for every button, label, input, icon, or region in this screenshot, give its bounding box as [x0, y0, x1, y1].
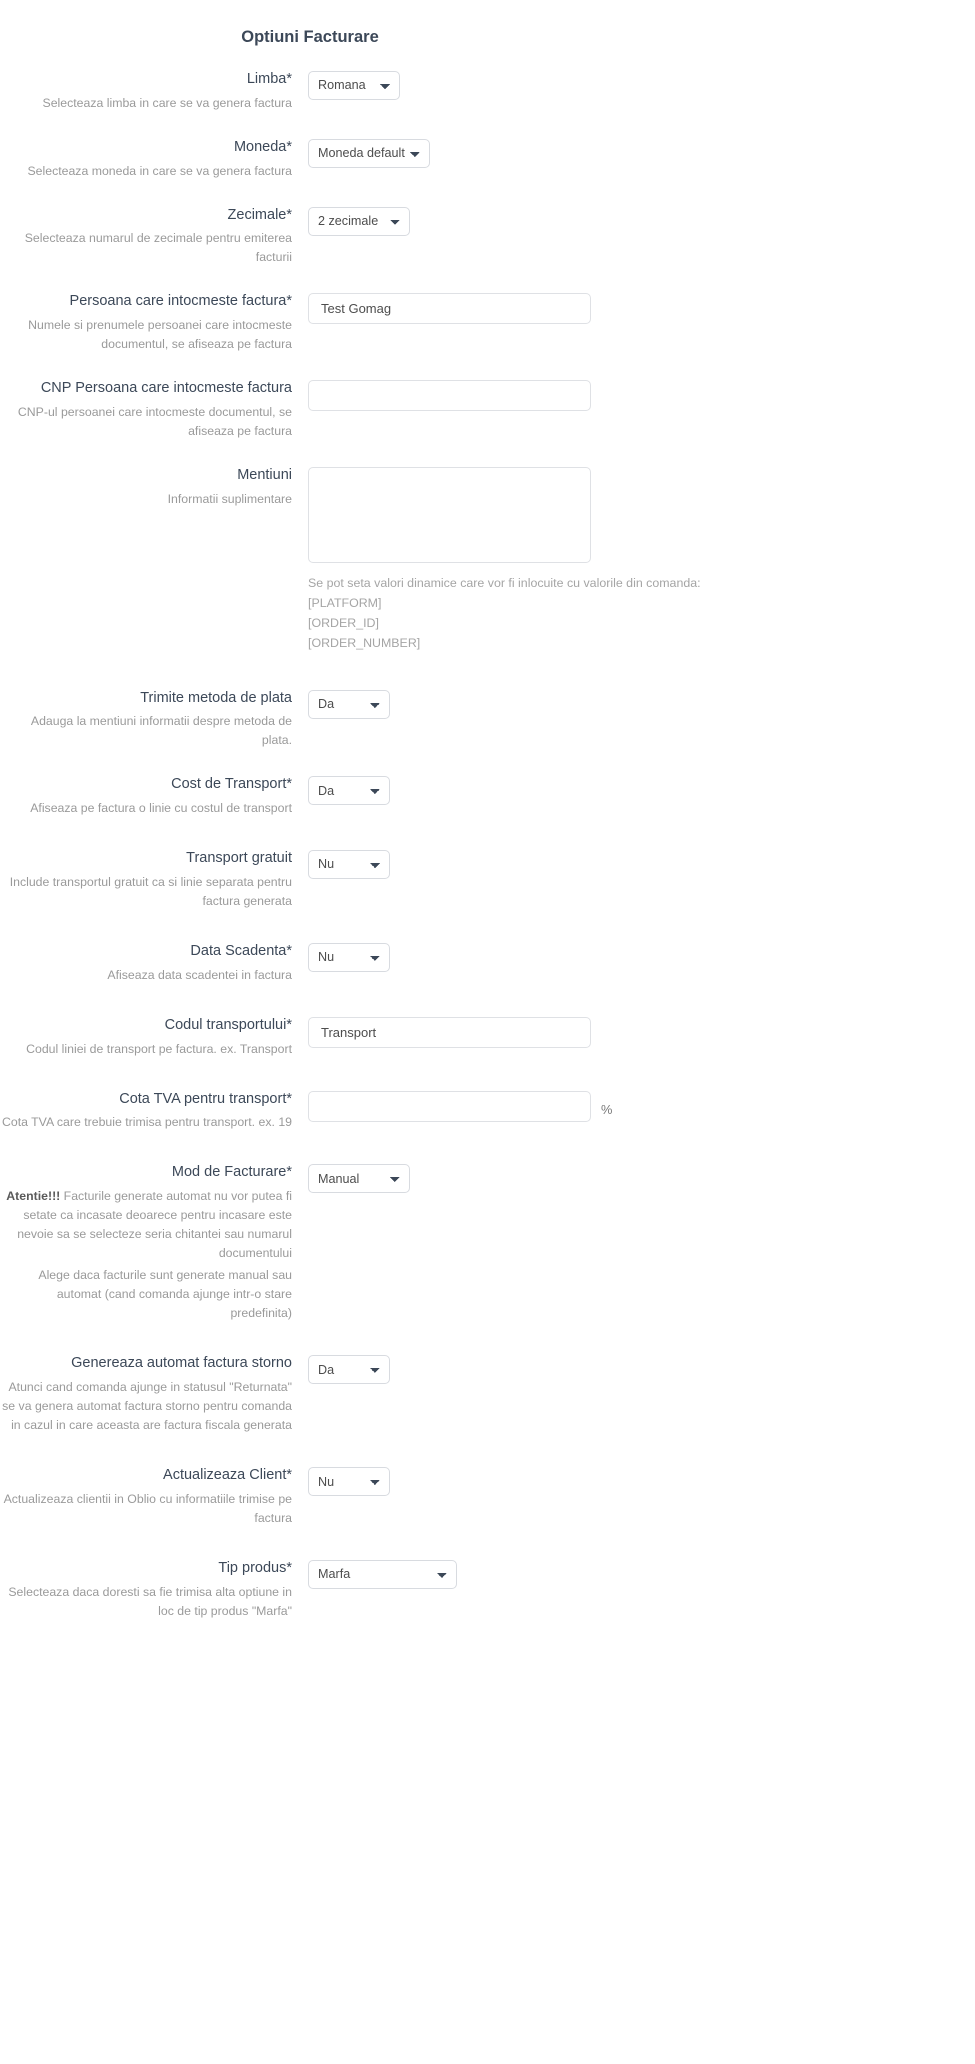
- zecimale-select[interactable]: [308, 207, 410, 236]
- field-hint: Codul liniei de transport pe factura. ex. Transport: [26, 1041, 292, 1056]
- field-hint: Atunci cand comanda ajunge in statusul "Returnata" se va genera automat factura storno pentru comanda in cazul in care aceasta are factura fiscala generata: [2, 1380, 292, 1433]
- field-column: [308, 774, 975, 805]
- dynamic-note-line: [ORDER_NUMBER]: [308, 636, 421, 651]
- label-column: [0, 378, 308, 441]
- label-column: [0, 688, 308, 751]
- form-row-moneda: [0, 137, 975, 181]
- field-label: Actualizeaza Client*: [163, 1467, 292, 1484]
- field-column: [308, 1558, 975, 1589]
- form-row-trimite-metoda-plata: [0, 688, 975, 751]
- field-hint: Selecteaza daca doresti sa fie trimisa alta optiune in loc de tip produs "Marfa": [8, 1584, 292, 1618]
- field-column: [308, 1353, 975, 1384]
- field-hint-secondary: Alege daca facturile sunt generate manual sau automat (cand comanda ajunge intr-o stare predefinita): [38, 1268, 292, 1321]
- form-row-mentiuni: [0, 465, 975, 653]
- form-row-actualizeaza-client: [0, 1465, 975, 1528]
- field-label: Cost de Transport*: [171, 776, 292, 793]
- persoana-input[interactable]: [308, 293, 591, 324]
- label-column: [0, 291, 308, 354]
- label-column: [0, 1162, 308, 1323]
- actualizeaza-client-select[interactable]: [308, 1467, 390, 1496]
- field-hint: Cota TVA care trebuie trimisa pentru transport. ex. 19: [1, 1115, 292, 1130]
- form-row-zecimale: [0, 205, 975, 268]
- factura-storno-select[interactable]: [308, 1355, 390, 1384]
- mod-facturare-select[interactable]: [308, 1164, 410, 1193]
- field-column: [308, 941, 975, 972]
- form-row-data-scadenta: [0, 941, 975, 985]
- field-label: Mentiuni: [237, 467, 292, 484]
- dynamic-note-line: [ORDER_ID]: [308, 616, 379, 631]
- label-column: [0, 848, 308, 911]
- settings-form: [0, 47, 975, 1621]
- dynamic-note-line: Se pot seta valori dinamice care vor fi inlocuite cu valorile din comanda:: [308, 576, 701, 591]
- form-row-cod-transport: [0, 1015, 975, 1059]
- cost-transport-select[interactable]: [308, 776, 390, 805]
- field-column: [308, 465, 975, 653]
- label-column: [0, 205, 308, 268]
- field-label: Genereaza automat factura storno: [71, 1355, 292, 1372]
- field-hint: Informatii suplimentare: [167, 491, 292, 506]
- field-hint: Afiseaza data scadentei in factura: [107, 967, 292, 982]
- form-row-mod-facturare: [0, 1162, 975, 1323]
- field-hint: Include transportul gratuit ca si linie separata pentru factura generata: [9, 874, 292, 908]
- field-hint: Actualizeaza clientii in Oblio cu informatiile trimise pe factura: [3, 1492, 292, 1526]
- page-title: Optiuni Facturare: [241, 28, 379, 46]
- form-row-cnp: [0, 378, 975, 441]
- field-hint: Selecteaza moneda in care se va genera factura: [27, 163, 292, 178]
- form-row-cost-transport: [0, 774, 975, 818]
- field-column: [308, 688, 975, 719]
- warning-body: Facturile generate automat nu vor putea fi setate ca incasate deoarece pentru incasare este nevoie sa se selecteze seria chitantei sau numarul documentului: [17, 1189, 292, 1261]
- field-label: Mod de Facturare*: [171, 1164, 292, 1181]
- cota-tva-transport-input[interactable]: [308, 1091, 591, 1122]
- form-row-transport-gratuit: [0, 848, 975, 911]
- field-column: [308, 69, 975, 100]
- label-column: [0, 774, 308, 818]
- field-hint: Adauga la mentiuni informatii despre metoda de plata.: [30, 714, 292, 748]
- field-hint-warning: [0, 1187, 292, 1263]
- field-column: [308, 378, 975, 411]
- label-column: [0, 1353, 308, 1435]
- label-column: [0, 1558, 308, 1621]
- percent-suffix: %: [601, 1102, 613, 1118]
- label-column: [0, 1015, 308, 1059]
- field-label: CNP Persoana care intocmeste factura: [40, 380, 292, 397]
- field-hint: Numele si prenumele persoanei care intocmeste documentul, se afiseaza pe factura: [28, 318, 292, 352]
- tip-produs-select[interactable]: [308, 1560, 457, 1589]
- field-column: [308, 1015, 975, 1048]
- field-hint: CNP-ul persoanei care intocmeste documentul, se afiseaza pe factura: [17, 405, 292, 439]
- dynamic-values-note: [308, 573, 958, 653]
- label-column: [0, 1089, 308, 1133]
- field-column: [308, 205, 975, 236]
- mentiuni-textarea[interactable]: [308, 467, 591, 563]
- field-label: Cota TVA pentru transport*: [119, 1090, 292, 1107]
- field-label: Moneda*: [233, 138, 292, 155]
- field-hint: Selecteaza numarul de zecimale pentru emiterea facturii: [24, 231, 292, 265]
- limba-select[interactable]: [308, 71, 400, 100]
- label-column: [0, 137, 308, 181]
- label-column: [0, 69, 308, 113]
- dynamic-note-line: [PLATFORM]: [308, 596, 382, 611]
- data-scadenta-select[interactable]: [308, 943, 390, 972]
- form-row-tip-produs: [0, 1558, 975, 1621]
- cod-transport-input[interactable]: [308, 1017, 591, 1048]
- field-column: [308, 1089, 975, 1122]
- label-column: [0, 465, 308, 509]
- form-row-cota-tva-transport: [0, 1089, 975, 1133]
- field-column: [308, 291, 975, 324]
- transport-gratuit-select[interactable]: [308, 850, 390, 879]
- field-label: Trimite metoda de plata: [140, 689, 292, 706]
- field-column: [308, 1465, 975, 1496]
- field-label: Limba*: [246, 71, 292, 87]
- field-hint: Afiseaza pe factura o linie cu costul de transport: [30, 801, 292, 816]
- label-column: [0, 1465, 308, 1528]
- field-label: Zecimale*: [227, 206, 292, 223]
- trimite-metoda-plata-select[interactable]: [308, 690, 390, 719]
- field-label: Transport gratuit: [186, 850, 292, 867]
- field-label: Data Scadenta*: [190, 942, 292, 959]
- field-column: [308, 137, 975, 168]
- form-row-limba: [0, 69, 975, 113]
- label-column: [0, 941, 308, 985]
- form-row-factura-storno: [0, 1353, 975, 1435]
- form-row-persoana: [0, 291, 975, 354]
- field-label: Tip produs*: [218, 1560, 292, 1577]
- field-hint: Selecteaza limba in care se va genera factura: [42, 95, 292, 110]
- field-column: [308, 848, 975, 879]
- field-label: Persoana care intocmeste factura*: [69, 293, 292, 310]
- field-label: Codul transportului*: [164, 1016, 292, 1033]
- warning-prefix: Atentie!!!: [6, 1189, 61, 1204]
- field-column: [308, 1162, 975, 1193]
- cnp-input[interactable]: [308, 380, 591, 411]
- moneda-select[interactable]: [308, 139, 430, 168]
